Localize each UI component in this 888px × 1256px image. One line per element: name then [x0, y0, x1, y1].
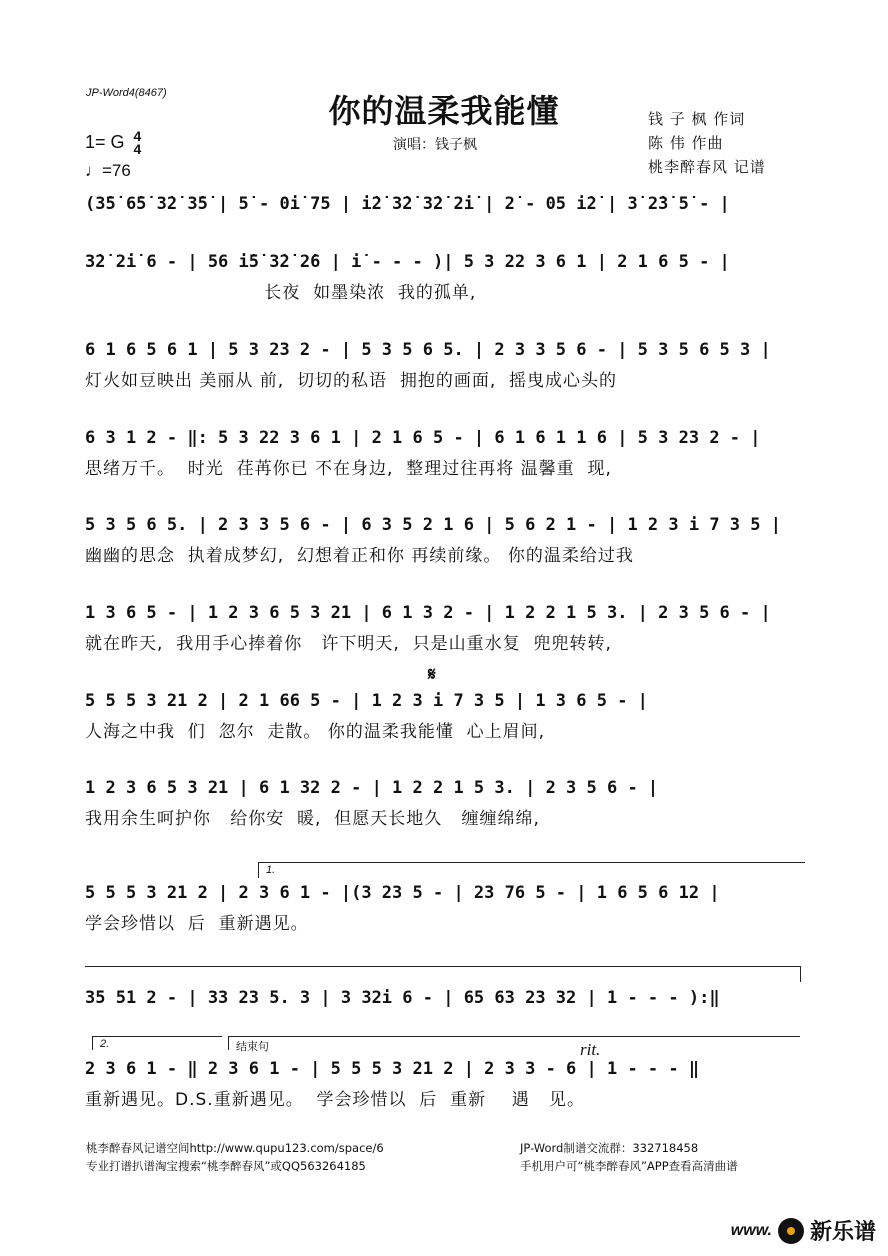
- system-lyrics: 人海之中我 们 忽尔 走散。 你的温柔我能懂 心上眉间,: [85, 722, 546, 742]
- system-notes: 3̇2̇ 2̇i̇ 6 - | 56 i̇5̇ 3̇2̇ 2̇6 | i̇ - - - )| 5 3 22 3 6 1 | 2 1 6 5 - |: [85, 252, 730, 272]
- volta-1-bracket-end: [800, 966, 801, 982]
- volta-1-bracket-continued: [85, 966, 801, 967]
- volta-2-bracket: [92, 1036, 222, 1037]
- system-notes: 5 5 5 3 21 2 | 2 3 6 1 - |(3 23 5 - | 23 76 5 - | 1 6 5 6 12 |: [85, 883, 720, 903]
- footer-left-2: 专业打谱扒谱淘宝搜索“桃李醉春风”或QQ563264185: [86, 1159, 366, 1173]
- logo-name: 新乐谱: [809, 1220, 876, 1245]
- page-title: 你的温柔我能懂: [328, 92, 560, 130]
- coda-bracket: [228, 1036, 800, 1037]
- system-notes: 5 5 5 3 21 2 | 2 1 66 5 - | 1 2 3 i 7 3 5 | 1 3 6 5 - |: [85, 691, 648, 711]
- transcriber-credit: 桃李醉春风 记谱: [648, 158, 766, 176]
- footer-right-1: JP-Word制谱交流群：332718458: [520, 1141, 699, 1155]
- volta-1-label: 1.: [266, 864, 276, 876]
- key-signature: [85, 130, 141, 156]
- time-signature-bottom: 4: [133, 141, 142, 157]
- composer-credit: 陈 伟 作曲: [648, 134, 724, 152]
- site-logo: [731, 1215, 876, 1246]
- system-5: [85, 513, 805, 569]
- footer-left-1: 桃李醉春风记谱空间http://www.qupu123.com/space/6: [86, 1141, 384, 1155]
- system-lyrics: [85, 222, 805, 248]
- system-10: [85, 986, 805, 1042]
- system-notes: 1 3 6 5 - | 1 2 3 6 5 3 21 | 6 1 3 2 - | 1 2 2 1 5 3. | 2 3 5 6 - |: [85, 603, 771, 623]
- system-lyrics: 就在昨天, 我用手心捧着你 许下明天, 只是山重水复 兜兜转转,: [85, 634, 612, 654]
- system-6: [85, 601, 805, 657]
- system-7: [85, 689, 805, 745]
- software-label: JP-Word4(8467): [86, 87, 167, 99]
- system-lyrics: 我用余生呵护你 给你安 暖, 但愿天长地久 缠缠绵绵,: [85, 809, 540, 829]
- system-notes: (3̇5̇ 6̇5̇ 3̇2̇ 3̇5̇ | 5̇ - 0i̇ 75 | i̇2̇ 3̇2̇ 3̇2̇ 2̇i̇ | 2̇ - 05 i̇2̇ | 3̇ 2̇3̇ 5̇ - |: [85, 194, 730, 214]
- system-4: [85, 426, 805, 482]
- volta-2-label: 2.: [100, 1038, 110, 1050]
- singer-label: 演唱：钱子枫: [393, 137, 477, 153]
- system-notes: 35 51 2 - | 33 23 5. 3 | 3 32i 6 - | 65 63 23 32 | 1 - - - ):‖: [85, 988, 720, 1008]
- system-notes: 6 3 1 2 - ‖: 5 3 22 3 6 1 | 2 1 6 5 - | 6 1 6 1 1 6 | 5 3 23 2 - |: [85, 428, 761, 448]
- system-1: [85, 192, 805, 248]
- system-3: [85, 338, 805, 394]
- system-lyrics: 长夜 如墨染浓 我的孤单,: [85, 283, 477, 303]
- coda-bracket-edge: [228, 1036, 229, 1050]
- time-signature: [134, 130, 142, 156]
- segno-sign: 𝄋: [428, 664, 436, 685]
- logo-url: www.: [730, 1221, 772, 1239]
- system-lyrics: 幽幽的思念 执着成梦幻, 幻想着正和你 再续前缘。 你的温柔给过我: [85, 546, 634, 566]
- system-notes: 5 3 5 6 5. | 2 3 3 5 6 - | 6 3 5 2 1 6 | 5 6 2 1 - | 1 2 3 i 7 3 5 |: [85, 515, 781, 535]
- time-signature-top: 4: [133, 128, 142, 144]
- system-notes: 6 1 6 5 6 1 | 5 3 23 2 - | 5 3 5 6 5. | 2 3 3 5 6 - | 5 3 5 6 5 3 |: [85, 340, 771, 360]
- system-11: [85, 1057, 805, 1113]
- system-8: [85, 776, 805, 832]
- coda-label: 结束句: [236, 1040, 269, 1053]
- system-lyrics: 重新遇见。D.S.重新遇见。 学会珍惜以 后 重新 遇 见。: [85, 1090, 585, 1110]
- system-notes: 2 3 6 1 - ‖ 2 3 6 1 - | 5 5 5 3 21 2 | 2 3 3 - 6 | 1 - - - ‖: [85, 1059, 700, 1079]
- record-disc-icon: [778, 1218, 804, 1244]
- system-notes: 1 2 3 6 5 3 21 | 6 1 32 2 - | 1 2 2 1 5 3. | 2 3 5 6 - |: [85, 778, 659, 798]
- system-2: [85, 250, 805, 306]
- volta-2-bracket-edge: [92, 1036, 93, 1050]
- ritardando-marking: rit.: [580, 1040, 601, 1059]
- system-lyrics: 学会珍惜以 后 重新遇见。: [85, 914, 309, 934]
- volta-1-bracket-edge: [258, 862, 259, 878]
- key-label: 1= G: [85, 131, 125, 152]
- system-lyrics: [85, 1016, 805, 1042]
- volta-1-bracket: [258, 862, 805, 863]
- footer-right-2: 手机用户可“桃李醉春风”APP查看高清曲谱: [520, 1159, 738, 1173]
- tempo-marking: ♩=76: [85, 161, 131, 180]
- system-9: [85, 881, 805, 937]
- lyricist-credit: 钱 子 枫 作词: [648, 110, 746, 128]
- system-lyrics: 灯火如豆映出 美丽从 前, 切切的私语 拥抱的画面, 摇曳成心头的: [85, 371, 618, 391]
- system-lyrics: 思绪万千。 时光 荏苒你已 不在身边, 整理过往再将 温馨重 现,: [85, 459, 612, 479]
